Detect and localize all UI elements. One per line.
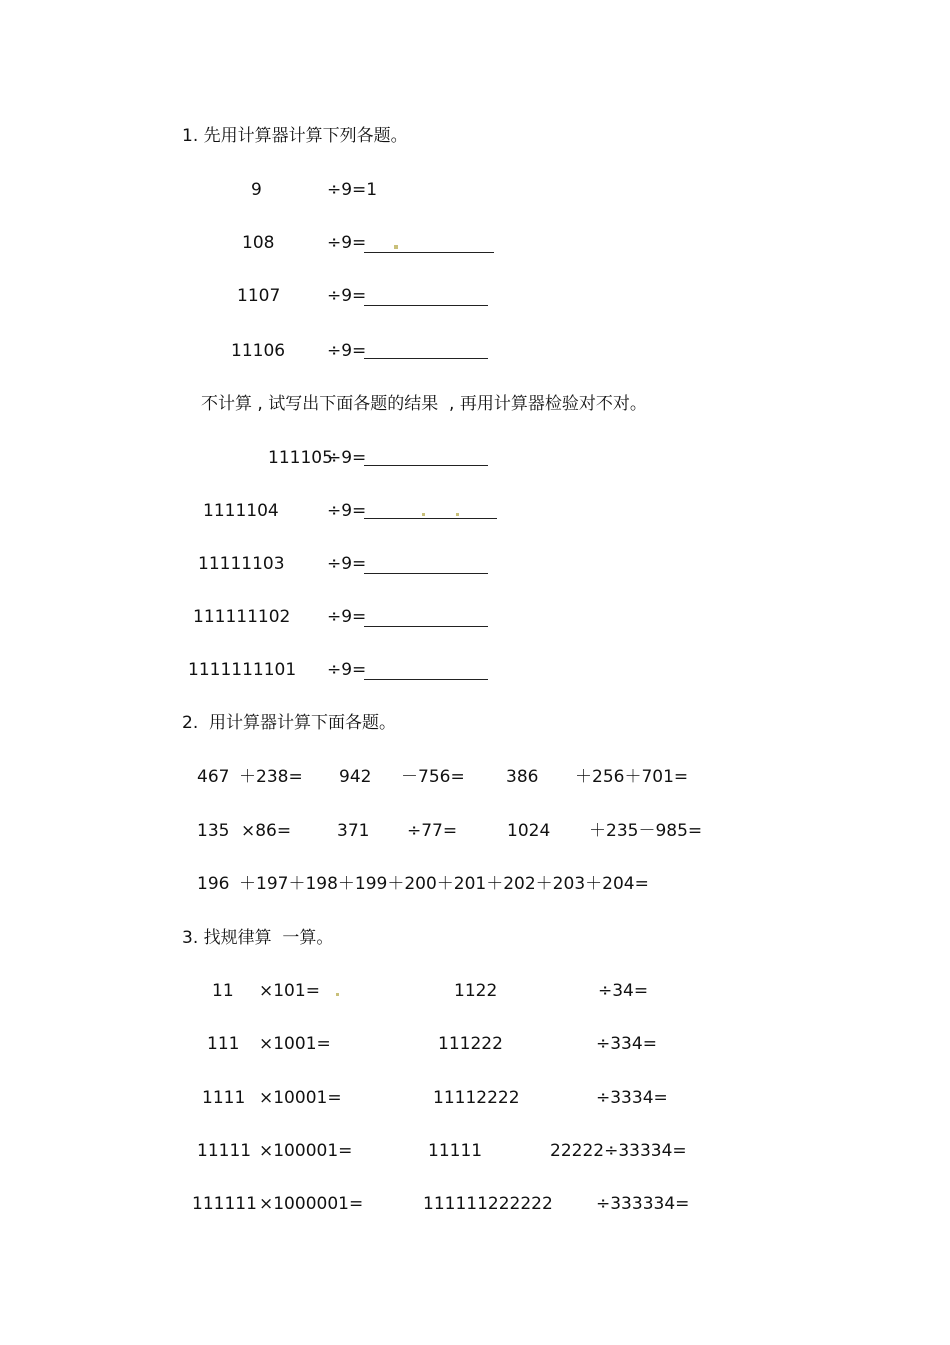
s3-r5-multiplier: ×1000001= <box>259 1194 364 1214</box>
s1b-row5-number: 1111111101 <box>188 660 297 680</box>
s1-row3-operation: ÷9= <box>327 286 367 306</box>
section1-instruction: 不计算 , 试写出下面各题的结果 , 再用计算器检验对不对。 <box>201 394 647 414</box>
s1b-row4-operation: ÷9= <box>327 607 367 627</box>
section2-heading: 2. 用计算器计算下面各题。 <box>182 713 397 733</box>
s3-r5-multiplicand: 111111 <box>192 1194 257 1214</box>
s3-r5-dividend: 111111222222 <box>423 1194 553 1214</box>
s3-r2-dividend: 111222 <box>438 1034 503 1054</box>
s3-r4-multiplicand: 11111 <box>197 1141 252 1161</box>
speck-mark <box>394 245 398 249</box>
s1b-row4-number: 111111102 <box>193 607 291 627</box>
s2-r2-c3-expression: ＋235－985= <box>589 821 703 841</box>
s1b-row4-answer-blank[interactable] <box>364 626 488 627</box>
speck-mark <box>456 513 459 516</box>
s1b-row3-number: 11111103 <box>198 554 285 574</box>
s3-r4-dividend: 11111 <box>428 1141 483 1161</box>
s3-r1-dividend: 1122 <box>454 981 498 1001</box>
s1b-row2-answer-blank[interactable] <box>364 518 497 519</box>
s1b-row5-operation: ÷9= <box>327 660 367 680</box>
s2-r2-c1-number: 135 <box>197 821 230 841</box>
s2-r2-c3-number: 1024 <box>507 821 551 841</box>
s2-r2-c2-number: 371 <box>337 821 370 841</box>
s3-r1-multiplicand: 11 <box>212 981 234 1001</box>
s1-row4-operation: ÷9= <box>327 341 367 361</box>
s2-r1-c2-expression: －756= <box>401 767 465 787</box>
s2-r1-c3-expression: ＋256＋701= <box>575 767 689 787</box>
s1b-row3-operation: ÷9= <box>327 554 367 574</box>
s2-r2-c2-expression: ÷77= <box>407 821 458 841</box>
speck-mark <box>422 513 425 516</box>
section3-heading: 3. 找规律算 一算。 <box>182 928 334 948</box>
s2-r2-c1-expression: ×86= <box>241 821 292 841</box>
s1b-row2-number: 1111104 <box>203 501 279 521</box>
s1b-row3-answer-blank[interactable] <box>364 573 488 574</box>
s3-r3-divisor: ÷3334= <box>596 1088 668 1108</box>
s2-r1-c3-number: 386 <box>506 767 539 787</box>
s2-r1-c2-number: 942 <box>339 767 372 787</box>
s1-row3-number: 1107 <box>237 286 281 306</box>
s3-r2-multiplier: ×1001= <box>259 1034 331 1054</box>
s3-r1-divisor: ÷34= <box>598 981 649 1001</box>
s1b-row2-operation: ÷9= <box>327 501 367 521</box>
s1-row4-number: 11106 <box>231 341 286 361</box>
s3-r5-divisor: ÷333334= <box>596 1194 690 1214</box>
s2-r3-c1-expression: ＋197＋198＋199＋200＋201＋202＋203＋204= <box>239 874 649 894</box>
s1-row2-number: 108 <box>242 233 275 253</box>
s3-r3-multiplicand: 1111 <box>202 1088 246 1108</box>
s1-row2-answer-blank[interactable] <box>364 252 494 253</box>
s2-r1-c1-number: 467 <box>197 767 230 787</box>
s3-r1-multiplier: ×101= <box>259 981 320 1001</box>
s3-r3-multiplier: ×10001= <box>259 1088 342 1108</box>
s1-row2-operation: ÷9= <box>327 233 367 253</box>
s1-row4-answer-blank[interactable] <box>364 358 488 359</box>
s1b-row1-operation: ÷9= <box>327 448 367 468</box>
s1-row1-number: 9 <box>251 180 262 200</box>
s3-r4-multiplier: ×100001= <box>259 1141 353 1161</box>
s1-row1-operation: ÷9=1 <box>327 180 378 200</box>
s2-r3-c1-number: 196 <box>197 874 230 894</box>
s1b-row5-answer-blank[interactable] <box>364 679 488 680</box>
s3-r3-dividend: 11112222 <box>433 1088 520 1108</box>
s3-r2-divisor: ÷334= <box>596 1034 657 1054</box>
speck-mark <box>336 993 339 996</box>
s3-r2-multiplicand: 111 <box>207 1034 240 1054</box>
s2-r1-c1-expression: ＋238= <box>239 767 303 787</box>
s3-r4-divisor: 22222÷33334= <box>550 1141 687 1161</box>
s1b-row1-number: 111105 <box>268 448 333 468</box>
s1-row3-answer-blank[interactable] <box>364 305 488 306</box>
s1b-row1-answer-blank[interactable] <box>364 465 488 466</box>
section1-heading: 1. 先用计算器计算下列各题。 <box>182 126 408 146</box>
